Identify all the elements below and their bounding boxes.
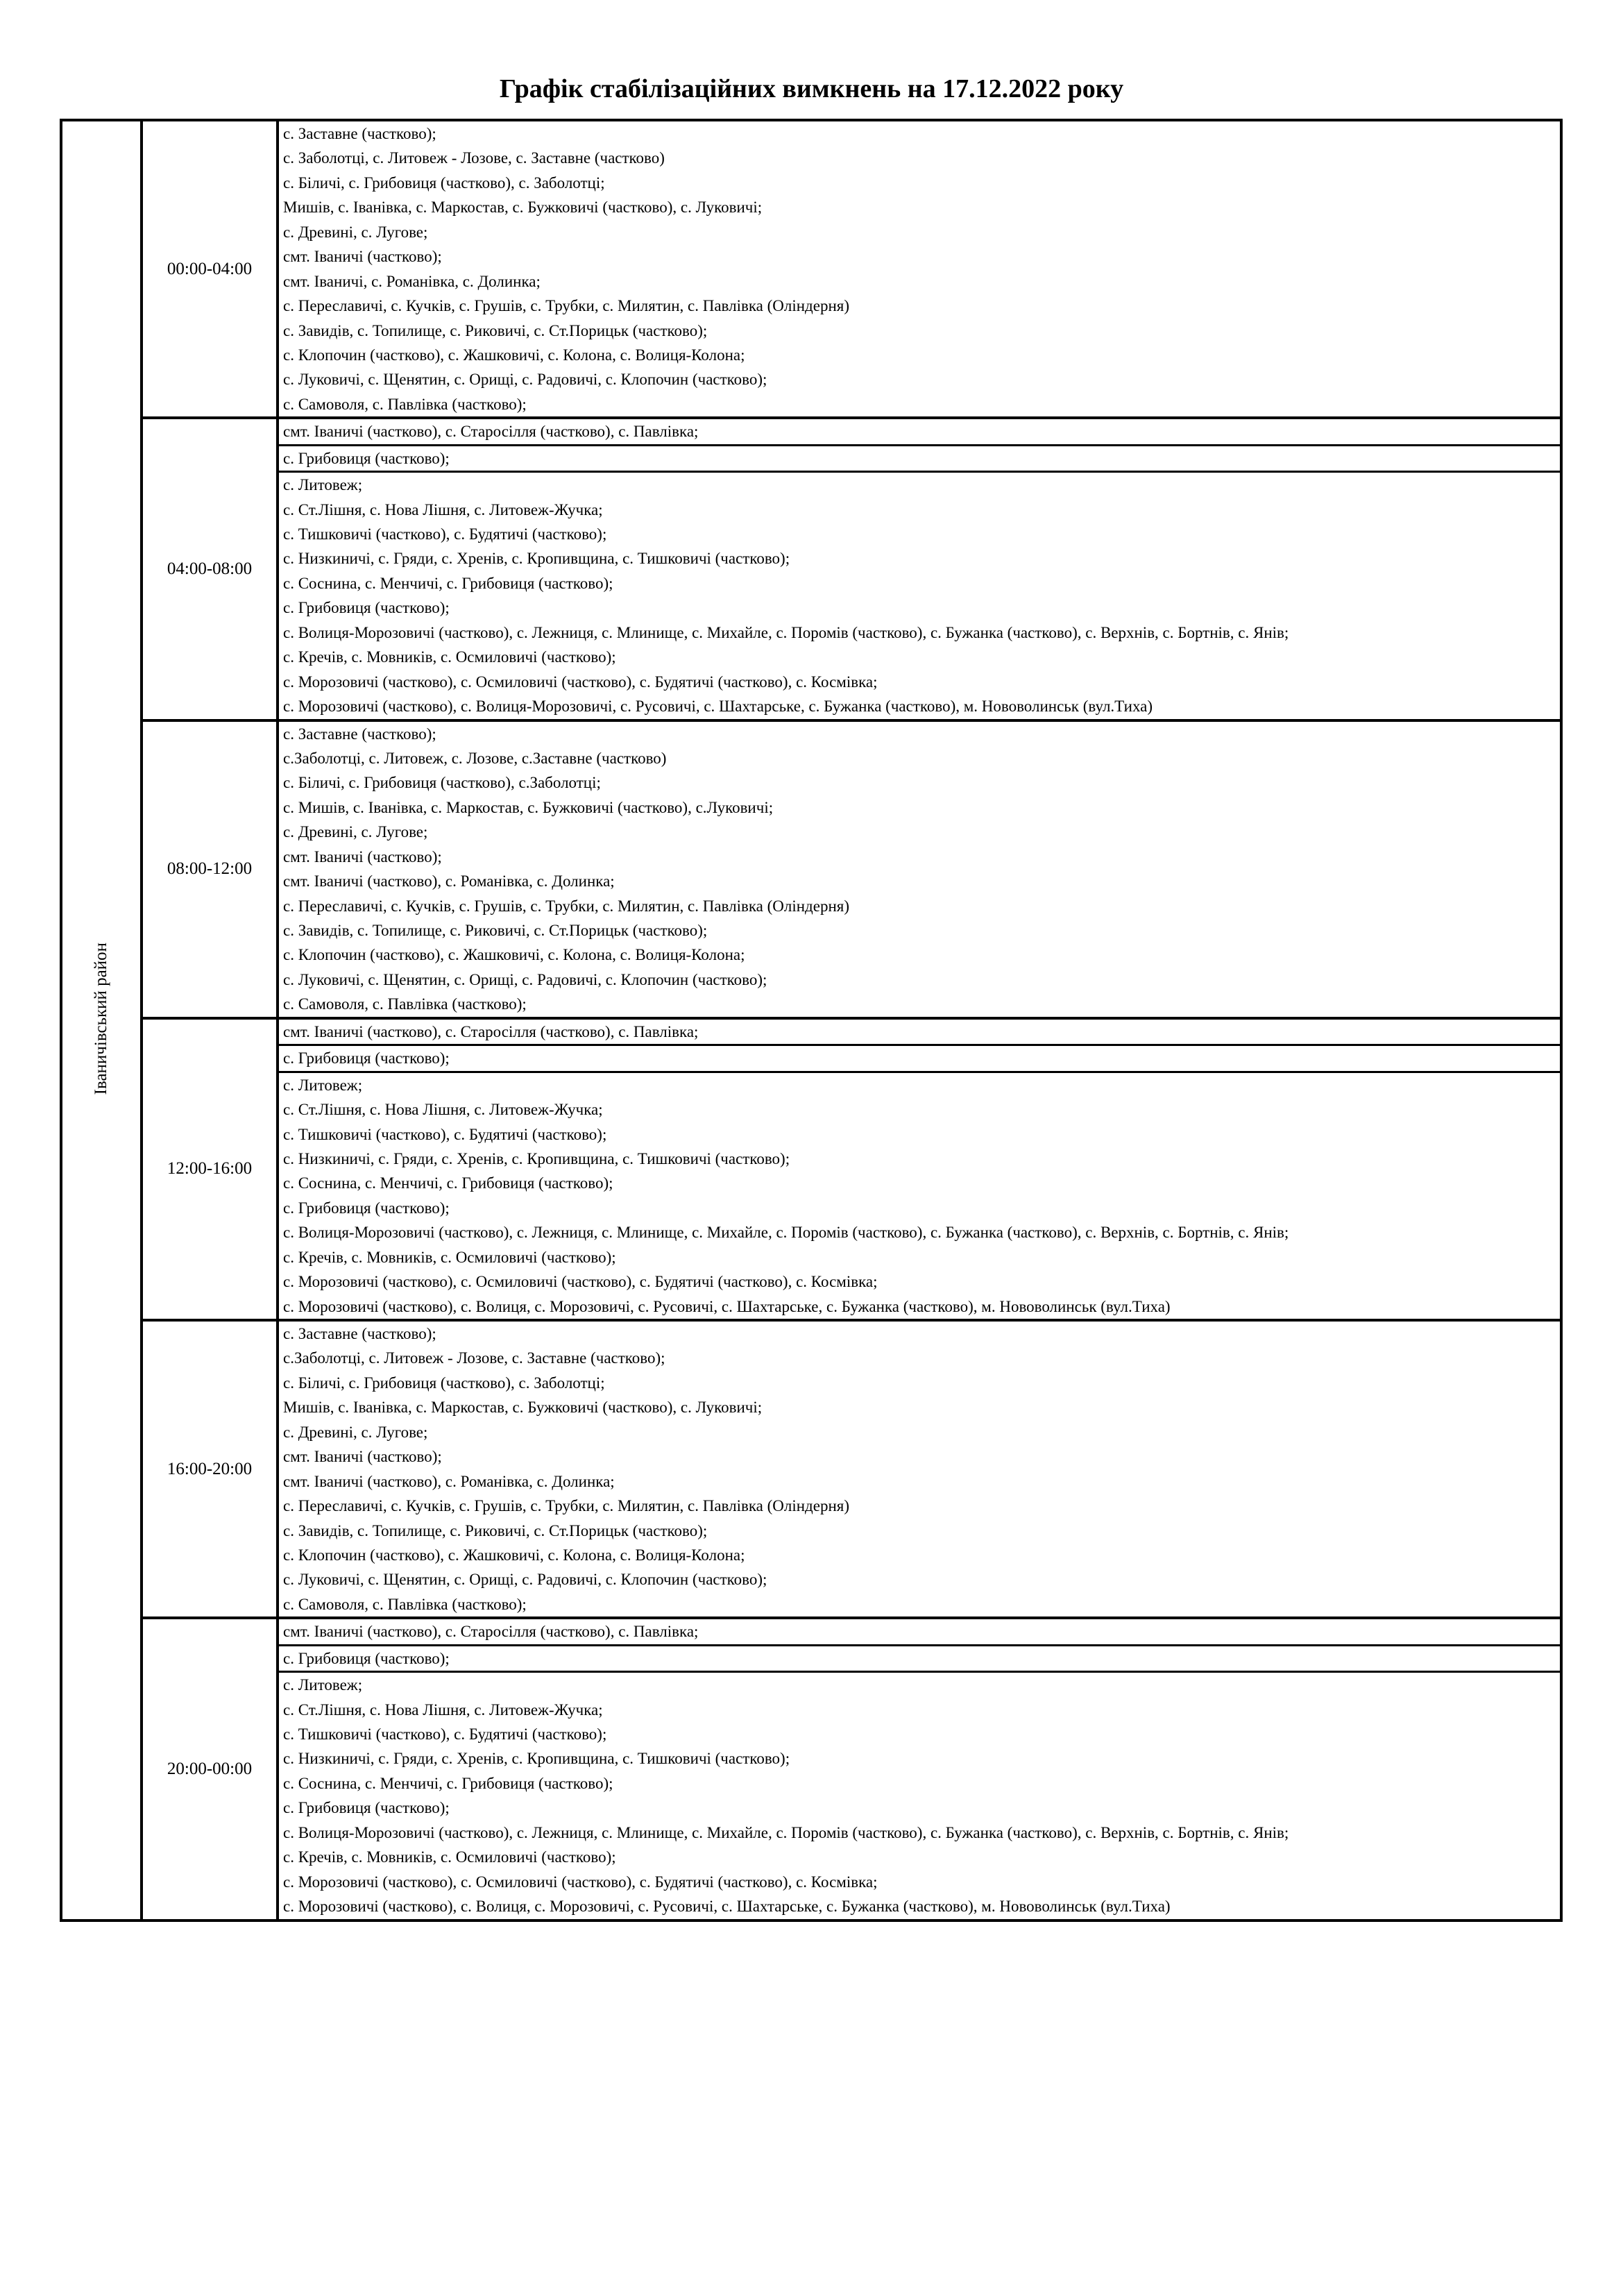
settlement-line: с. Ст.Лішня, с. Нова Лішня, с. Литовеж-Жучка; [283, 1101, 603, 1119]
settlement-line: с. Завидів, с. Топилище, с. Риковичі, с. Ст.Порицьк (частково); [283, 1521, 708, 1539]
settlement-line: с. Тишковичі (частково), с. Будятичі (частково); [283, 525, 607, 543]
settlement-line: с. Кречів, с. Мовників, с. Осмиловичі (частково); [283, 1848, 616, 1866]
settlement-line: с. Завидів, с. Топилище, с. Риковичі, с. Ст.Порицьк (частково); [283, 922, 708, 939]
settlement-line: с. Ст.Лішня, с. Нова Лішня, с. Литовеж-Жучка; [283, 500, 603, 518]
settlement-line: с. Волиця-Морозовичі (частково), с. Лежниця, с. Млинище, с. Михайле, с. Поромів (частково), с. Бужанка (частково), с. Верхнів, с. Бортнів, с. Янів; [283, 1823, 1289, 1841]
district-cell [61, 120, 142, 1921]
settlement-line: с. Низкиничі, с. Гряди, с. Хренів, с. Кропивщина, с. Тишковичі (частково); [283, 1149, 790, 1167]
settlement-line: с. Самоволя, с. Павлівка (частково); [283, 395, 527, 413]
settlement-group [279, 722, 1560, 1017]
settlement-line: смт. Іваничі (частково), с. Старосілля (частково), с. Павлівка; [283, 1022, 699, 1040]
settlement-line: с. Переславичі, с. Кучків, с. Грушів, с. Трубки, с. Милятин, с. Павлівка (Оліндерня) [283, 897, 850, 915]
settlement-line: с. Волиця-Морозовичі (частково), с. Лежниця, с. Млинище, с. Михайле, с. Поромів (частково), с. Бужанка (частково), с. Верхнів, с. Бортнів, с. Янів; [283, 1224, 1289, 1242]
settlement-group [279, 1044, 1560, 1070]
settlement-line: с. Литовеж; [283, 1676, 363, 1694]
time-slot-label: 20:00-00:00 [142, 1618, 278, 1920]
time-slot-label: 04:00-08:00 [142, 418, 278, 720]
settlement-line: с. Самоволя, с. Павлівка (частково); [283, 995, 527, 1013]
settlement-group [279, 1020, 1560, 1044]
settlement-line: смт. Іваничі (частково), с. Романівка, с. Долинка; [283, 1472, 615, 1490]
settlement-line: с. Кречів, с. Мовників, с. Осмиловичі (частково); [283, 1248, 616, 1266]
time-slot-row [61, 1018, 1561, 1320]
time-slot-row [61, 1618, 1561, 1920]
settlement-line: с. Заставне (частково); [283, 1325, 436, 1342]
settlement-group [279, 444, 1560, 471]
settlement-line: с. Біличі, с. Грибовиця (частково), с. Заболотці; [283, 174, 605, 192]
settlement-line: смт. Іваничі (частково); [283, 248, 442, 266]
settlement-group [279, 471, 1560, 718]
settlement-line: с. Древині, с. Лугове; [283, 823, 428, 841]
settlement-line: с. Грибовиця (частково); [283, 1049, 450, 1067]
time-slot-row [61, 720, 1561, 1018]
settlement-line: с. Соснина, с. Менчичі, с. Грибовиця (частково); [283, 1174, 613, 1192]
settlement-line: с. Переславичі, с. Кучків, с. Грушів, с. Трубки, с. Милятин, с. Павлівка (Оліндерня) [283, 1497, 850, 1515]
settlement-list-cell [278, 1018, 1561, 1320]
settlement-line: с. Біличі, с. Грибовиця (частково), с.Заболотці; [283, 774, 601, 792]
settlement-line: смт. Іваничі (частково); [283, 847, 442, 866]
settlement-list-cell [278, 120, 1561, 418]
settlement-group [279, 419, 1560, 444]
settlement-line: с. Заставне (частково); [283, 725, 436, 743]
settlement-line: с. Луковичі, с. Щенятин, с. Орищі, с. Радовичі, с. Клопочин (частково); [283, 1571, 767, 1589]
settlement-line: Мишів, с. Іванівка, с. Маркостав, с. Бужковичі (частково), с. Луковичі; [283, 199, 763, 217]
settlement-list-cell [278, 720, 1561, 1018]
settlement-list-cell [278, 418, 1561, 720]
settlement-line: с. Низкиничі, с. Гряди, с. Хренів, с. Кропивщина, с. Тишковичі (частково); [283, 550, 790, 568]
settlement-group [279, 1644, 1560, 1671]
settlement-line: Мишів, с. Іванівка, с. Маркостав, с. Бужковичі (частково), с. Луковичі; [283, 1399, 763, 1417]
settlement-group [279, 1619, 1560, 1644]
settlement-line: с. Волиця-Морозовичі (частково), с. Лежниця, с. Млинище, с. Михайле, с. Поромів (частково), с. Бужанка (частково), с. Верхнів, с. Бортнів, с. Янів; [283, 623, 1289, 641]
settlement-line: с. Тишковичі (частково), с. Будятичі (частково); [283, 1725, 607, 1743]
settlement-line: с. Грибовиця (частково); [283, 1799, 450, 1817]
district-label: Іваничівський район [92, 942, 110, 1095]
settlement-line: с. Грибовиця (частково); [283, 449, 450, 467]
settlement-line: с. Клопочин (частково), с. Жашковичі, с. Колона, с. Волиця-Колона; [283, 946, 745, 964]
settlement-line: с. Біличі, с. Грибовиця (частково), с. Заболотці; [283, 1374, 605, 1392]
settlement-line: с. Соснина, с. Менчичі, с. Грибовиця (частково); [283, 1774, 613, 1792]
time-slot-label: 00:00-04:00 [142, 120, 278, 418]
settlement-line: с. Грибовиця (частково); [283, 599, 450, 617]
settlement-line: с. Морозовичі (частково), с. Осмиловичі (частково), с. Будятичі (частково), с. Космівка; [283, 1873, 878, 1891]
settlement-line: с. Тишковичі (частково), с. Будятичі (частково); [283, 1125, 607, 1143]
settlement-line: с. Самоволя, с. Павлівка (частково); [283, 1595, 527, 1613]
settlement-line: смт. Іваничі (частково), с. Старосілля (частково), с. Павлівка; [283, 423, 699, 441]
settlement-line: с. Низкиничі, с. Гряди, с. Хренів, с. Кропивщина, с. Тишковичі (частково); [283, 1750, 790, 1768]
settlement-list-cell [278, 1618, 1561, 1920]
settlement-line: с. Мишів, с. Іванівка, с. Маркостав, с. Бужковичі (частково), с.Луковичі; [283, 798, 774, 816]
settlement-line: смт. Іваничі (частково), с. Романівка, с. Долинка; [283, 872, 615, 890]
settlement-line: с. Литовеж; [283, 476, 363, 494]
settlement-line: с. Древині, с. Лугове; [283, 1423, 428, 1441]
settlement-group [279, 121, 1560, 416]
settlement-group [279, 1671, 1560, 1918]
schedule-body [61, 120, 1561, 1921]
page-title: Графік стабілізаційних вимкнень на 17.12.2022 року [499, 74, 1124, 103]
settlement-line: с.Заболотці, с. Литовеж - Лозове, с. Заставне (частково); [283, 1349, 665, 1367]
time-slot-row [61, 120, 1561, 418]
time-slot-row [61, 1320, 1561, 1618]
settlement-line: с. Кречів, с. Мовників, с. Осмиловичі (частково); [283, 648, 616, 666]
settlement-line: с. Соснина, с. Менчичі, с. Грибовиця (частково); [283, 574, 613, 592]
settlement-group [279, 1071, 1560, 1319]
settlement-line: с. Переславичі, с. Кучків, с. Грушів, с. Трубки, с. Милятин, с. Павлівка (Оліндерня) [283, 297, 850, 315]
time-slot-row [61, 418, 1561, 720]
settlement-line: с. Древині, с. Лугове; [283, 223, 428, 241]
settlement-line: с.Заболотці, с. Литовеж, с. Лозове, с.Заставне (частково) [283, 749, 667, 767]
outage-schedule-table [60, 119, 1563, 1922]
time-slot-label: 16:00-20:00 [142, 1320, 278, 1618]
settlement-group [279, 1322, 1560, 1617]
settlement-line: с. Завидів, с. Топилище, с. Риковичі, с. Ст.Порицьк (частково); [283, 321, 708, 339]
settlement-line: с. Луковичі, с. Щенятин, с. Орищі, с. Радовичі, с. Клопочин (частково); [283, 371, 767, 389]
settlement-line: с. Луковичі, с. Щенятин, с. Орищі, с. Радовичі, с. Клопочин (частково); [283, 970, 767, 988]
settlement-line: с. Морозовичі (частково), с. Волиця-Морозовичі, с. Русовичі, с. Шахтарське, с. Бужанка (частково), м. Нововолинськ (вул.Тиха) [283, 698, 1153, 716]
settlement-line: смт. Іваничі (частково), с. Старосілля (частково), с. Павлівка; [283, 1623, 699, 1641]
settlement-line: смт. Іваничі (частково); [283, 1448, 442, 1466]
settlement-line: с. Грибовиця (частково); [283, 1199, 450, 1217]
settlement-line: с. Морозовичі (частково), с. Осмиловичі (частково), с. Будятичі (частково), с. Космівка; [283, 673, 878, 691]
settlement-line: с. Клопочин (частково), с. Жашковичі, с. Колона, с. Волиця-Колона; [283, 1546, 745, 1564]
settlement-line: с. Морозовичі (частково), с. Осмиловичі (частково), с. Будятичі (частково), с. Космівка; [283, 1273, 878, 1291]
settlement-line: с. Литовеж; [283, 1076, 363, 1094]
settlement-line: с. Заставне (частково); [283, 125, 436, 142]
settlement-line: с. Клопочин (частково), с. Жашковичі, с. Колона, с. Волиця-Колона; [283, 346, 745, 364]
time-slot-label: 08:00-12:00 [142, 720, 278, 1018]
time-slot-label: 12:00-16:00 [142, 1018, 278, 1320]
settlement-list-cell [278, 1320, 1561, 1618]
settlement-line: с. Морозовичі (частково), с. Волиця, с. Морозовичі, с. Русовичі, с. Шахтарське, с. Бужанка (частково), м. Нововолинськ (вул.Тиха) [283, 1297, 1171, 1315]
settlement-line: с. Заболотці, с. Литовеж - Лозове, с. Заставне (частково) [283, 149, 665, 167]
settlement-line: с. Ст.Лішня, с. Нова Лішня, с. Литовеж-Жучка; [283, 1700, 603, 1719]
settlement-line: смт. Іваничі, с. Романівка, с. Долинка; [283, 272, 541, 290]
settlement-line: с. Морозовичі (частково), с. Волиця, с. Морозовичі, с. Русовичі, с. Шахтарське, с. Бужанка (частково), м. Нововолинськ (вул.Тиха) [283, 1898, 1171, 1916]
settlement-line: с. Грибовиця (частково); [283, 1649, 450, 1667]
